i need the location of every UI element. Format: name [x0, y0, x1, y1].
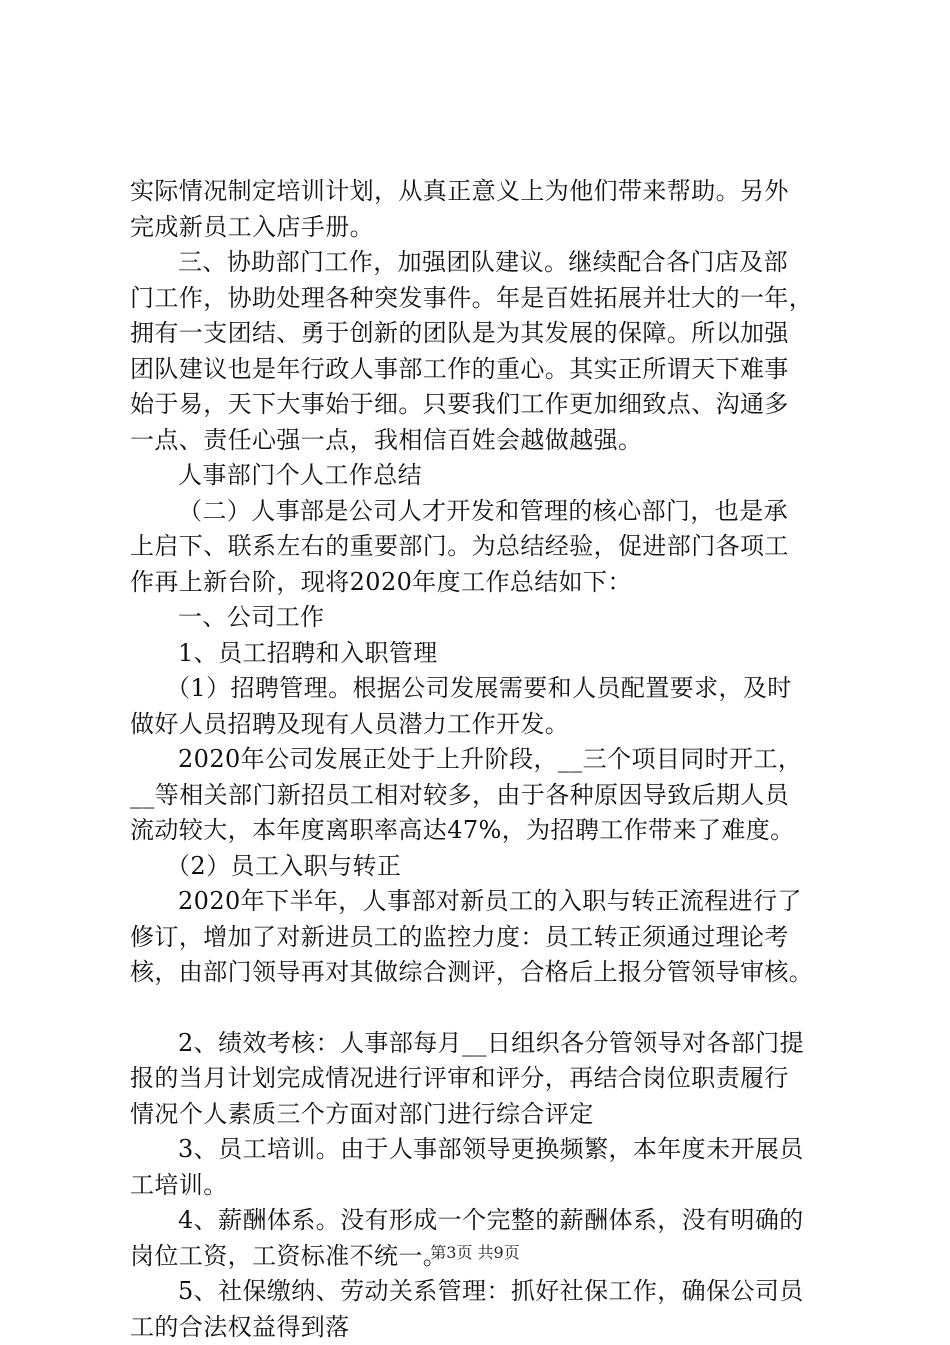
paragraph-line: 门工作，协助处理各种突发事件。年是百姓拓展并壮大的一年，	[130, 281, 835, 317]
paragraph-line: 5、社保缴纳、劳动关系管理：抓好社保工作，确保公司员	[130, 1274, 835, 1310]
paragraph-line: 2020年公司发展正处于上升阶段，__三个项目同时开工，	[130, 742, 835, 778]
paragraph-line: 工的合法权益得到落	[130, 1310, 835, 1345]
paragraph-gap	[130, 991, 835, 1026]
paragraph-line: 3、员工培训。由于人事部领导更换频繁，本年度未开展员	[130, 1132, 835, 1168]
subsection-heading: 1、员工招聘和入职管理	[130, 636, 835, 672]
paragraph-line: 作再上新台阶，现将2020年度工作总结如下：	[130, 565, 835, 601]
subsection-heading: （2）员工入职与转正	[130, 849, 835, 885]
paragraph-line: 核，由部门领导再对其做综合测评，合格后上报分管领导审核。	[130, 955, 835, 991]
paragraph-line: 实际情况制定培训计划，从真正意义上为他们带来帮助。另外	[130, 174, 835, 210]
paragraph-line: 做好人员招聘及现有人员潜力工作开发。	[130, 707, 835, 743]
paragraph-line: 拥有一支团结、勇于创新的团队是为其发展的保障。所以加强	[130, 316, 835, 352]
paragraph-line: 三、协助部门工作，加强团队建议。继续配合各门店及部	[130, 245, 835, 281]
paragraph-line: 团队建议也是年行政人事部工作的重心。其实正所谓天下难事	[130, 352, 835, 388]
paragraph-line: 2020年下半年，人事部对新员工的入职与转正流程进行了	[130, 884, 835, 920]
paragraph-line: 情况个人素质三个方面对部门进行综合评定	[130, 1097, 835, 1133]
paragraph-line: 报的当月计划完成情况进行评审和评分，再结合岗位职责履行	[130, 1061, 835, 1097]
document-body	[130, 174, 835, 1345]
section-heading: 一、公司工作	[130, 600, 835, 636]
paragraph-line: 4、薪酬体系。没有形成一个完整的薪酬体系，没有明确的	[130, 1203, 835, 1239]
page-number-footer: 第3页 共9页	[0, 1243, 950, 1263]
paragraph-line: 工培训。	[130, 1168, 835, 1204]
paragraph-line: __等相关部门新招员工相对较多，由于各种原因导致后期人员	[130, 778, 835, 814]
paragraph-line: 修订，增加了对新进员工的监控力度：员工转正须通过理论考	[130, 920, 835, 956]
paragraph-line: 2、绩效考核：人事部每月__日组织各分管领导对各部门提	[130, 1026, 835, 1062]
paragraph-line: 完成新员工入店手册。	[130, 210, 835, 246]
paragraph-line: 一点、责任心强一点，我相信百姓会越做越强。	[130, 423, 835, 459]
paragraph-line: （二）人事部是公司人才开发和管理的核心部门，也是承	[130, 494, 835, 530]
paragraph-line: 岗位工资，工资标准不统一。	[130, 1239, 835, 1275]
paragraph-line: 始于易，天下大事始于细。只要我们工作更加细致点、沟通多	[130, 387, 835, 423]
section-heading: 人事部门个人工作总结	[130, 458, 835, 494]
paragraph-line: 上启下、联系左右的重要部门。为总结经验，促进部门各项工	[130, 529, 835, 565]
paragraph-line: 流动较大，本年度离职率高达47%，为招聘工作带来了难度。	[130, 813, 835, 849]
paragraph-line: （1）招聘管理。根据公司发展需要和人员配置要求，及时	[130, 671, 835, 707]
